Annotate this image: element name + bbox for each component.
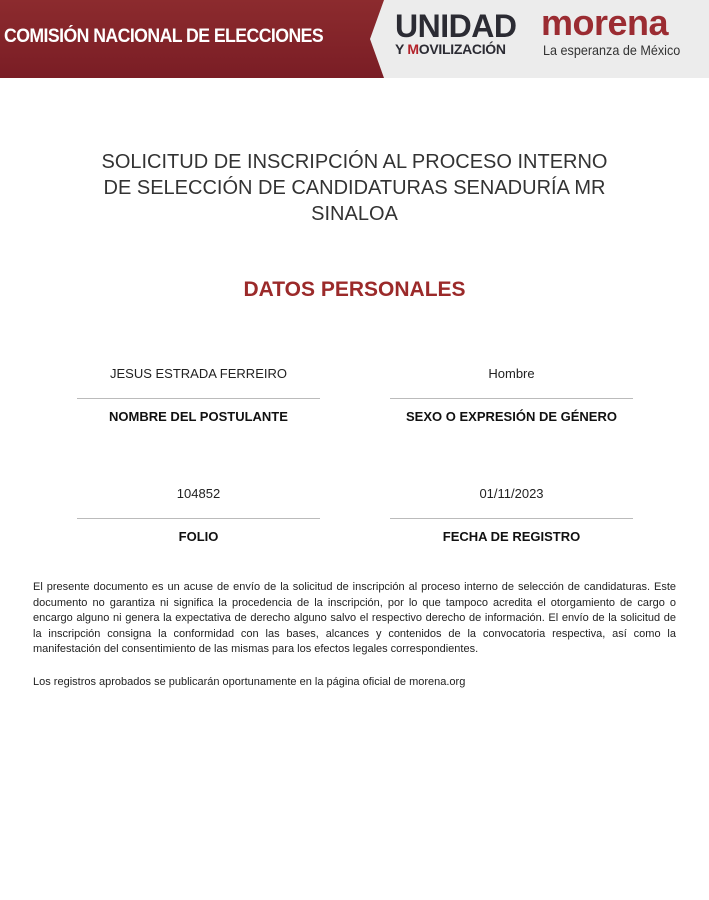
field-value: JESUS ESTRADA FERREIRO (110, 366, 287, 381)
field-divider (390, 518, 633, 519)
disclaimer-paragraph: El presente documento es un acuse de envío de la solicitud de inscripción al proceso interno de selección de candidaturas. Este documento no garantiza ni significa la procedencia de la inscripción, por lo que tampoco acredita el otorgamiento de cargo o encargo alguno ni genera la expectativa de derecho alguno salvo el respectivo derecho de información. El envío de la solicitud de la inscripción consigna la conformidad con las bases, alcances y contenidos de la convocatoria respectiva, así como la manifestación del consentimiento de las mismas para los efectos legales correspondientes. (33, 581, 676, 655)
field-gender (390, 366, 633, 424)
document-title (60, 149, 649, 227)
field-divider (390, 398, 633, 399)
section-heading: DATOS PERSONALES (243, 278, 466, 301)
movilizacion-logo-text (395, 41, 506, 57)
logo-y: Y (395, 41, 404, 57)
field-value: 01/11/2023 (479, 486, 544, 501)
field-value: Hombre (488, 366, 535, 381)
field-label: NOMBRE DEL POSTULANTE (109, 409, 288, 424)
field-applicant-name (77, 366, 320, 424)
title-line-3: SINALOA (311, 203, 398, 225)
field-divider (77, 518, 320, 519)
field-value: 104852 (176, 486, 221, 501)
logo-rest: OVILIZACIÓN (418, 41, 506, 57)
morena-slogan: La esperanza de México (543, 42, 681, 58)
field-label: SEXO O EXPRESIÓN DE GÉNERO (406, 409, 617, 424)
field-divider (77, 398, 320, 399)
field-folio (77, 486, 320, 544)
commission-name: COMISIÓN NACIONAL DE ELECCIONES (4, 26, 324, 47)
publication-note: Los registros aprobados se publicarán oportunamente en la página oficial de morena.org (33, 676, 466, 688)
unidad-logo: UNIDAD (395, 8, 517, 44)
field-label: FECHA DE REGISTRO (442, 529, 581, 544)
header-banner (0, 0, 709, 78)
field-registration-date (390, 486, 633, 544)
title-line-2: DE SELECCIÓN DE CANDIDATURAS SENADURÍA MR (103, 177, 606, 199)
logo-m: M (407, 41, 419, 57)
title-line-1: SOLICITUD DE INSCRIPCIÓN AL PROCESO INTERNO (101, 151, 608, 173)
morena-logo: morena (541, 2, 669, 43)
field-label: FOLIO (178, 529, 219, 544)
